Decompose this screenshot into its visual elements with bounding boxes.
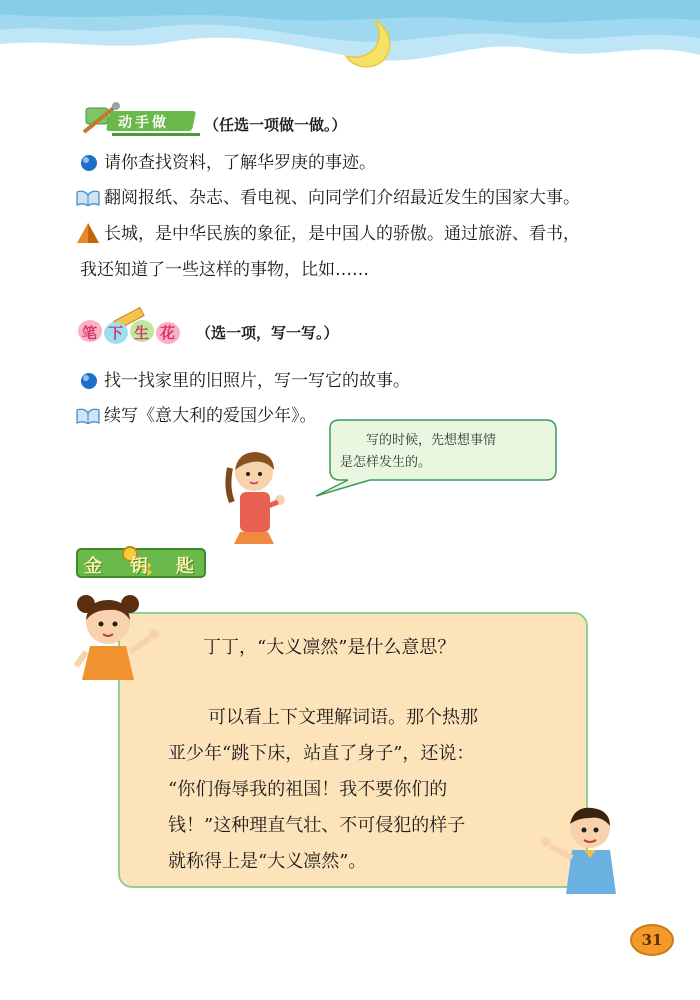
golden-key-badge: [76, 544, 222, 580]
speech-bubble-text: [340, 430, 545, 474]
hands-on-item-3: 长城，是中华民族的象征，是中国人的骄傲。通过旅游、看书，: [104, 224, 580, 244]
blue-dot-icon: [80, 154, 98, 172]
dialogue-question: 丁丁，“大义凛然”是什么意思？: [203, 637, 456, 658]
moon-icon: [344, 18, 396, 70]
open-book-icon: [76, 190, 100, 206]
answer-line-4: 钱！”这种理直气壮、不可侵犯的样子: [168, 815, 466, 836]
girl-illustration: [222, 448, 292, 548]
boy-illustration: [536, 802, 628, 898]
dialogue-answer: [168, 700, 568, 880]
blue-dot-icon: [80, 372, 98, 390]
hands-on-item-3-continued: 我还知道了一些这样的事物，比如……: [80, 260, 369, 280]
page-number-badge: [630, 924, 674, 956]
open-book-icon: [76, 408, 100, 424]
writing-instruction: （选一项，写一写。）: [196, 324, 339, 342]
answer-line-3: “你们侮辱我的祖国！我不要你们的: [168, 779, 448, 800]
hands-on-item-2: 翻阅报纸、杂志、看电视、向同学们介绍最近发生的国家大事。: [104, 188, 580, 208]
answer-line-2: 亚少年“跳下床，站直了身子”，还说：: [168, 743, 475, 764]
writing-item-2: 续写《意大利的爱国少年》。: [104, 406, 317, 426]
answer-line-1: 可以看上下文理解词语。那个热那: [208, 707, 478, 728]
girl-with-buns-illustration: [72, 590, 164, 686]
speech-bubble-line-2: 是怎样发生的。: [340, 455, 432, 470]
golden-key-badge-label: 金钥匙: [84, 556, 222, 577]
writing-item-1: 找一找家里的旧照片，写一写它的故事。: [104, 371, 410, 391]
hands-on-item-1: 请你查找资料，了解华罗庚的事迹。: [104, 153, 376, 173]
page-number: 31: [641, 931, 663, 949]
writing-badge: [78, 304, 190, 344]
hands-on-badge-label: 动手做: [118, 115, 169, 131]
answer-line-5: 就称得上是“大义凛然”。: [168, 851, 367, 872]
hands-on-badge: [82, 102, 200, 136]
hands-on-instruction: （任选一项做一做。）: [204, 116, 347, 134]
writing-badge-label: 笔下生花: [82, 324, 187, 342]
speech-bubble-line-1: 写的时候，先想想事情: [366, 433, 497, 448]
orange-pyramid-icon: [76, 222, 100, 244]
